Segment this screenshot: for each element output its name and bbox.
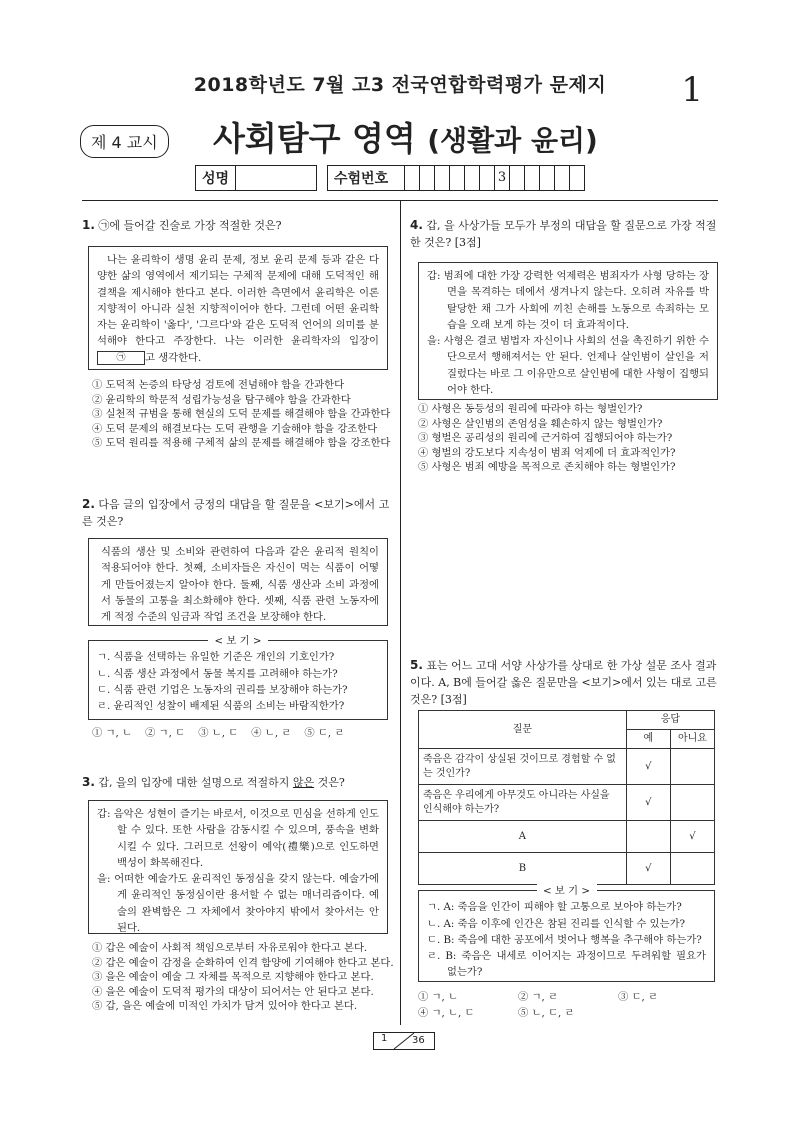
q3-option-1[interactable]: ① 갑은 예술이 사회적 책임으로부터 자유로워야 한다고 본다. — [92, 942, 368, 954]
q5-options-row1 — [418, 990, 715, 1005]
q5-row-4-yes: √ — [626, 853, 670, 885]
q5-item-2: ㄴ. A: 죽음 이후에 인간은 참된 진리를 인식할 수 있는가? — [427, 917, 686, 930]
q3-option-3[interactable]: ③ 을은 예술이 예술 그 자체를 목적으로 지향해야 한다고 본다. — [92, 971, 374, 983]
subject-sub: (생활과 윤리) — [427, 124, 598, 157]
exam-title: 2018학년도 7월 고3 전국연합학력평가 문제지 — [193, 74, 607, 96]
q2-item-2: ㄴ. 식품 생산 과정에서 동물 복지를 고려해야 하는가? — [97, 667, 338, 680]
q2-stem-text: 다음 글의 입장에서 긍정의 대답을 할 질문을 <보기>에서 고른 것은? — [82, 498, 390, 528]
q5-row-1-no — [670, 749, 714, 785]
column-divider — [400, 200, 401, 1025]
q5-row-3-question: A — [419, 821, 627, 853]
q5-row-1-yes: √ — [626, 749, 670, 785]
q1-stem — [82, 217, 392, 234]
q5-item-4: ㄹ. B: 죽음은 내세로 이어지는 과정이므로 두려워할 필요가 없는가? — [427, 950, 706, 979]
page-footer — [373, 1032, 435, 1050]
period-badge: 제 4 교시 — [80, 125, 169, 158]
q5-col-yes: 예 — [626, 730, 670, 749]
q3-options — [92, 941, 394, 1014]
q5-number: 5. — [410, 658, 423, 672]
q2-options[interactable]: ① ㄱ, ㄴ ② ㄱ, ㄷ ③ ㄴ, ㄷ ④ ㄴ, ㄹ ⑤ ㄷ, ㄹ — [92, 727, 345, 739]
q4-option-5[interactable]: ⑤ 사형은 범죄 예방을 목적으로 존치해야 하는 형벌인가? — [418, 461, 676, 473]
q2-item-4: ㄹ. 윤리적인 성찰이 배제된 식품의 소비는 바람직한가? — [97, 700, 345, 713]
q5-row-2-yes: √ — [626, 785, 670, 821]
q4-options — [418, 402, 676, 475]
q5-stem-text: 표는 어느 고대 서양 사상가를 상대로 한 가상 설문 조사 결과이다. A, B에 들어갈 옳은 질문만을 <보기>에서 있는 대로 고른 것은? [3점] — [410, 659, 717, 706]
subject-main: 사회탐구 영역 — [213, 119, 416, 158]
q5-option-4[interactable]: ④ ㄱ, ㄴ, ㄷ — [418, 1007, 475, 1019]
id-row — [195, 165, 585, 191]
q4-stem-text: 갑, 을 사상가들 모두가 부정의 대답을 할 질문으로 가장 적절한 것은? [3점] — [410, 219, 717, 249]
q1-passage-text: 나는 윤리학이 생명 윤리 문제, 정보 윤리 문제 등과 같은 다양한 삶의 영역에서 제기되는 구체적 문제에 대해 도덕적인 해결책을 제시해야 한다고 본다. 이러한 측면에서 윤리학은 이론 지향적이 아니라 실천 지향적이어야 한다. 그런데 어떤 윤리학자는 윤리학이 '옳다', '그르다'와 같은 도덕적 언어의 의미를 분석해야 한다고 주장한다. 나는 이러한 윤리학자의 입장이 — [97, 254, 379, 348]
q4-passage — [418, 262, 718, 400]
q2-box — [88, 635, 388, 720]
q2-passage: 식품의 생산 및 소비와 관련하여 다음과 같은 윤리적 원칙이 적용되어야 한다. 첫째, 소비자들은 자신이 먹는 식품이 어떻게 만들어졌는지 알아야 한다. 둘째, 식품 생산과 소비 과정에서 동물의 고통을 최소화해야 한다. 셋째, 식품 관련 노동자에게 적정 수준의 임금과 작업 조건을 보장해야 한다. — [88, 538, 388, 626]
q4-stem — [410, 217, 718, 251]
q3-passage-eul: 을: 어떠한 예술가도 윤리적인 동정심을 갖지 않는다. 예술가에게 윤리적인 동정심이란 용서할 수 없는 매너리즘이다. 예술의 완벽함은 그 자체에서 찾아야지 밖에서 찾아서는 안 된다. — [97, 873, 379, 935]
q4-option-1[interactable]: ① 사형은 동등성의 원리에 따라야 하는 형벌인가? — [418, 403, 643, 415]
q5-stem — [410, 657, 718, 708]
q5-row-4-question: B — [419, 853, 627, 885]
q5-row-2-question: 죽음은 우리에게 아무것도 아니라는 사실을 인식해야 하는가? — [419, 785, 627, 821]
name-field[interactable] — [195, 165, 317, 191]
q2-stem — [82, 496, 392, 530]
q5-col-question: 질문 — [419, 711, 627, 749]
q5-row-1-question: 죽음은 감각이 상실된 것이므로 경험할 수 없는 것인가? — [419, 749, 627, 785]
q5-row-4-no — [670, 853, 714, 885]
q5-box-title: < 보 기 > — [537, 883, 597, 899]
q3-option-5[interactable]: ⑤ 갑, 을은 예술에 미적인 가치가 담겨 있어야 한다고 본다. — [92, 1000, 358, 1012]
q3-stem-a: 갑, 을의 입장에 대한 설명으로 적절하지 — [98, 776, 293, 789]
q1-option-1[interactable]: ① 도덕적 논증의 타당성 검토에 전념해야 함을 간과한다 — [92, 379, 345, 391]
q3-stem — [82, 774, 392, 791]
exam-number-label: 수험번호 — [334, 171, 389, 187]
q1-option-4[interactable]: ④ 도덕 문제의 해결보다는 도덕 관행을 기술해야 함을 강조한다 — [92, 422, 378, 435]
q3-stem-underline: 않은 — [292, 776, 315, 789]
q1-passage-end: 고 생각한다. — [145, 351, 202, 364]
q3-number: 3. — [82, 775, 95, 789]
q2-number: 2. — [82, 497, 95, 511]
footer-total: 36 — [412, 1035, 425, 1046]
q5-option-1[interactable]: ① ㄱ, ㄴ — [418, 991, 459, 1003]
name-label: 성명 — [202, 171, 230, 187]
q5-row-2-no — [670, 785, 714, 821]
q1-options — [92, 378, 390, 451]
q1-passage — [88, 246, 388, 370]
q1-blank: ㉠ — [97, 351, 145, 365]
exam-number-field[interactable] — [327, 165, 585, 191]
q5-col-answer: 응답 — [626, 711, 714, 730]
q5-options-row2 — [418, 1006, 715, 1021]
q3-option-2[interactable]: ② 갑은 예술이 감정을 순화하여 인격 함양에 기여해야 한다고 본다. — [92, 956, 394, 969]
q5-survey-table — [418, 710, 715, 885]
q5-option-3[interactable]: ③ ㄷ, ㄹ — [618, 991, 659, 1003]
q1-option-2[interactable]: ② 윤리학의 학문적 성립가능성을 탐구해야 함을 간과한다 — [92, 393, 351, 406]
exam-number-digit: 3 — [494, 166, 509, 190]
q2-box-title: < 보 기 > — [208, 633, 268, 649]
q4-option-3[interactable]: ③ 형벌은 공리성의 원리에 근거하여 집행되어야 하는가? — [418, 432, 673, 444]
page-number: 1 — [681, 70, 703, 110]
q1-number: 1. — [82, 218, 95, 232]
q5-option-2[interactable]: ② ㄱ, ㄹ — [518, 991, 559, 1003]
q5-item-1: ㄱ. A: 죽음을 인간이 피해야 할 고통으로 보아야 하는가? — [427, 901, 682, 914]
q4-passage-eul: 을: 사형은 결코 범법자 자신이나 사회의 선을 촉진하기 위한 수단으로서 행해져서는 안 된다. 언제나 살인범이 살인을 저질렀다는 바로 그 이유만으로 살인범에 대한 사형이 집행되어야 한다. — [427, 335, 709, 397]
q4-number: 4. — [410, 218, 423, 232]
q2-item-3: ㄷ. 식품 관련 기업은 노동자의 권리를 보장해야 하는가? — [97, 683, 348, 696]
q2-item-1: ㄱ. 식품을 선택하는 유일한 기준은 개인의 기호인가? — [97, 651, 335, 664]
q4-passage-gap: 갑: 범죄에 대한 가장 강력한 억제력은 범죄자가 사형 당하는 장면을 목격하는 데에서 생겨나지 않는다. 오히려 자유를 박탈당한 채 그가 사회에 끼친 손해를 노동으로 속죄하는 모습을 오래 보게 하는 것이 더 효과적이다. — [427, 270, 709, 331]
q3-option-4[interactable]: ④ 을은 예술이 도덕적 평가의 대상이 되어서는 안 된다고 본다. — [92, 985, 374, 998]
q5-row-3-no: √ — [670, 821, 714, 853]
q5-item-3: ㄷ. B: 죽음에 대한 공포에서 벗어나 행복을 추구해야 하는가? — [427, 933, 702, 946]
q5-option-5[interactable]: ⑤ ㄴ, ㄷ, ㄹ — [518, 1007, 575, 1019]
q1-option-3[interactable]: ③ 실천적 규범을 통해 현실의 도덕 문제를 해결해야 함을 간과한다 — [92, 408, 391, 420]
q5-col-no: 아니요 — [670, 730, 714, 749]
q4-option-4[interactable]: ④ 형벌의 강도보다 지속성이 범죄 억제에 더 효과적인가? — [418, 446, 676, 459]
q3-passage — [88, 800, 388, 934]
footer-page: 1 — [381, 1033, 388, 1044]
subject-title — [213, 113, 598, 160]
q5-box — [418, 885, 715, 982]
q1-stem-text: ㉠에 들어갈 진술로 가장 적절한 것은? — [98, 219, 282, 232]
q3-passage-gap: 갑: 음악은 성현이 즐기는 바로서, 이것으로 민심을 선하게 인도할 수 있다. 또한 사람을 감동시킬 수 있으며, 풍속을 변화시킬 수 있다. 그러므로 선왕이 예악(禮樂)으로 인도하면 백성이 화목해진다. — [97, 808, 379, 869]
q1-option-5[interactable]: ⑤ 도덕 원리를 적용해 구체적 삶의 문제를 해결해야 함을 강조한다 — [92, 437, 391, 449]
q5-row-3-yes — [626, 821, 670, 853]
q4-option-2[interactable]: ② 사형은 살인범의 존엄성을 훼손하지 않는 형벌인가? — [418, 417, 663, 430]
q3-stem-b: 것은? — [314, 776, 345, 789]
